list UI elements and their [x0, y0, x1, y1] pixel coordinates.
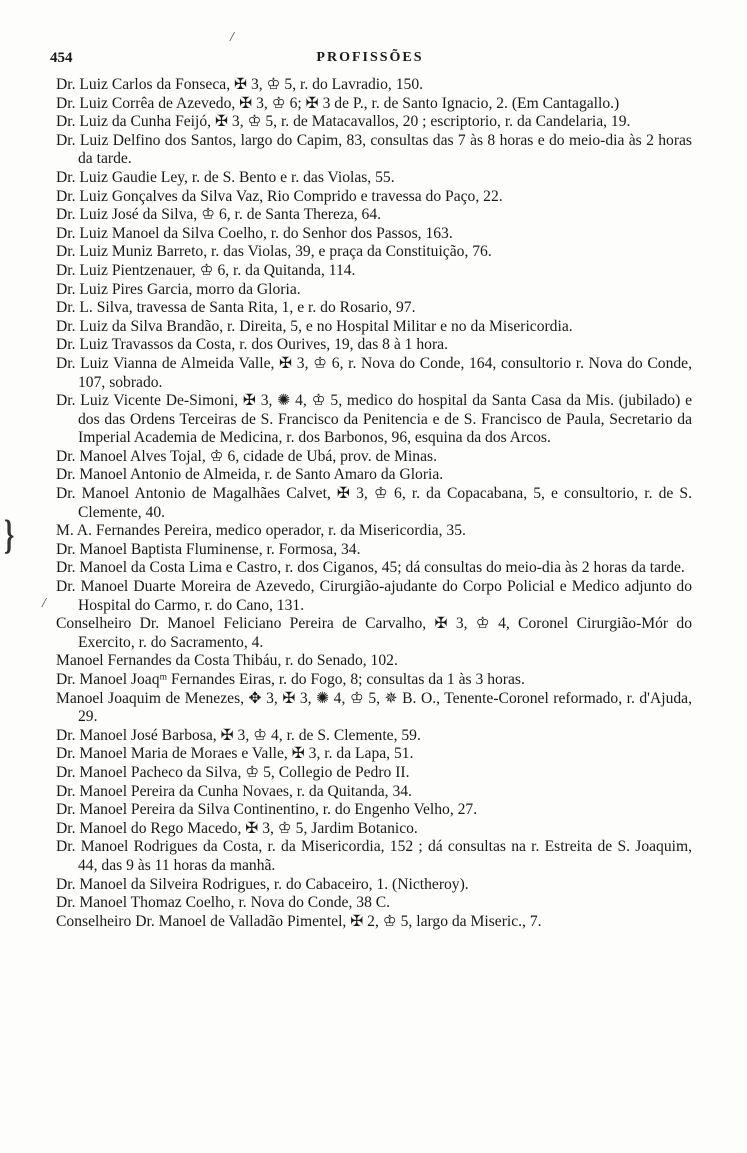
directory-entry: Dr. Manoel Thomaz Coelho, r. Nova do Conde, 38 C.	[56, 894, 391, 912]
directory-entry: Dr. Luiz Pientzenauer, ♔ 6, r. da Quitanda, 114.	[56, 261, 356, 279]
directory-entry: Dr. Manoel José Barbosa, ✠ 3, ♔ 4, r. de S. Clemente, 59.	[56, 726, 421, 744]
page-header	[50, 50, 690, 72]
directory-entry: Dr. Manoel da Silveira Rodrigues, r. do Cabaceiro, 1. (Nictheroy).	[56, 875, 469, 893]
directory-entry: Dr. Manoel Joaqᵐ Fernandes Eiras, r. do Fogo, 8; consultas da 1 às 3 horas.	[56, 671, 525, 688]
directory-list	[56, 76, 692, 931]
directory-entry: Dr. Manoel Rodrigues da Costa, r. da Misericordia, 152 ; dá consultas na r. Estreita de S. Joaquim, 44, das 9 às 11 horas da manhã.	[56, 838, 692, 874]
margin-bracket-mark: }	[4, 511, 15, 558]
page-number: 454	[50, 50, 73, 66]
directory-entry: Dr. Luiz Muniz Barreto, r. das Violas, 39, e praça da Constituição, 76.	[56, 243, 492, 261]
directory-entry: Conselheiro Dr. Manoel de Valladão Pimentel, ✠ 2, ♔ 5, largo da Miseric., 7.	[56, 912, 542, 930]
directory-entry: Dr. Luiz Vicente De-Simoni, ✠ 3, ✺ 4, ♔ 5, medico do hospital da Santa Casa da Mis. (jubilado) e dos das Ordens Terceiras de S. Francisco da Penitencia e de S. Francisco de Paula, Secretario da Imperial Academia de Medicina, r. dos Barbonos, 96, esquina da dos Arcos.	[56, 392, 692, 447]
directory-entry: Dr. Luiz Travassos da Costa, r. dos Ourives, 19, das 8 à 1 hora.	[56, 336, 448, 354]
directory-entry: Dr. L. Silva, travessa de Santa Rita, 1, e r. do Rosario, 97.	[56, 299, 416, 317]
directory-entry: Dr. Luiz Gonçalves da Silva Vaz, Rio Comprido e travessa do Paço, 22.	[56, 187, 503, 205]
directory-entry: Dr. Manoel Antonio de Magalhães Calvet, ✠ 3, ♔ 6, r. da Copacabana, 5, e consultorio, r. de S. Clemente, 40.	[56, 485, 692, 521]
directory-entry: Dr. Luiz José da Silva, ♔ 6, r. de Santa Thereza, 64.	[56, 206, 382, 224]
directory-entry: Dr. Luiz Pires Garcia, morro da Gloria.	[56, 280, 301, 298]
directory-entry: Dr. Manoel Baptista Fluminense, r. Formosa, 34.	[56, 540, 361, 558]
directory-entry: Dr. Luiz Delfino dos Santos, largo do Capim, 83, consultas das 7 às 8 horas e do meio-dia às 2 horas da tarde.	[56, 131, 692, 168]
directory-entry: Dr. Manoel Alves Tojal, ♔ 6, cidade de Ubá, prov. de Minas.	[56, 447, 437, 465]
directory-entry: Dr. Luiz Carlos da Fonseca, ✠ 3, ♔ 5, r. do Lavradio, 150.	[56, 76, 424, 93]
directory-entry: Dr. Manoel Duarte Moreira de Azevedo, Cirurgião-ajudante do Corpo Policial e Medico adjunto do Hospital do Carmo, r. do Cano, 131.	[56, 578, 692, 614]
directory-entry: Manoel Fernandes da Costa Thibáu, r. do Senado, 102.	[56, 652, 398, 670]
directory-entry: Manoel Joaquim de Menezes, ✥ 3, ✠ 3, ✺ 4, ♔ 5, ✵ B. O., Tenente-Coronel reformado, r. d'Ajuda, 29.	[56, 689, 692, 726]
directory-entry: Dr. Luiz da Silva Brandão, r. Direita, 5, e no Hospital Militar e no da Misericordia.	[56, 317, 573, 335]
running-title: PROFISSÕES	[316, 50, 424, 65]
directory-entry: Conselheiro Dr. Manoel Feliciano Pereira de Carvalho, ✠ 3, ♔ 4, Coronel Cirurgião-Mór do Exercito, r. do Sacramento, 4.	[56, 615, 692, 651]
directory-entry: Dr. Luiz da Cunha Feijó, ✠ 3, ♔ 5, r. de Matacavallos, 20 ; escriptorio, r. da Candelaria, 19.	[56, 113, 631, 131]
directory-entry: Dr. Manoel da Costa Lima e Castro, r. dos Ciganos, 45; dá consultas do meio-dia às 2 horas da tarde.	[56, 559, 685, 577]
ink-mark-top: /	[230, 30, 234, 45]
directory-entry: Dr. Luiz Manoel da Silva Coelho, r. do Senhor dos Passos, 163.	[56, 224, 453, 242]
directory-entry: Dr. Luiz Vianna de Almeida Valle, ✠ 3, ♔ 6, r. Nova do Conde, 164, consultorio r. Nova do Conde, 107, sobrado.	[56, 354, 692, 391]
directory-entry: Dr. Manoel Maria de Moraes e Valle, ✠ 3, r. da Lapa, 51.	[56, 745, 414, 763]
ink-mark-left: /	[42, 596, 46, 611]
directory-entry: M. A. Fernandes Pereira, medico operador, r. da Misericordia, 35.	[56, 522, 466, 540]
directory-entry: Dr. Luiz Gaudie Ley, r. de S. Bento e r. das Violas, 55.	[56, 168, 395, 186]
directory-entry: Dr. Manoel do Rego Macedo, ✠ 3, ♔ 5, Jardim Botanico.	[56, 819, 418, 837]
directory-entry: Dr. Manoel Pereira da Cunha Novaes, r. da Quitanda, 34.	[56, 782, 412, 800]
directory-entry: Dr. Manoel Pacheco da Silva, ♔ 5, Collegio de Pedro II.	[56, 763, 410, 781]
directory-entry: Dr. Manoel Pereira da Silva Continentino, r. do Engenho Velho, 27.	[56, 801, 478, 819]
directory-entry: Dr. Manoel Antonio de Almeida, r. de Santo Amaro da Gloria.	[56, 466, 444, 484]
directory-entry: Dr. Luiz Corrêa de Azevedo, ✠ 3, ♔ 6; ✠ 3 de P., r. de Santo Ignacio, 2. (Em Cantagallo.)	[56, 94, 620, 112]
